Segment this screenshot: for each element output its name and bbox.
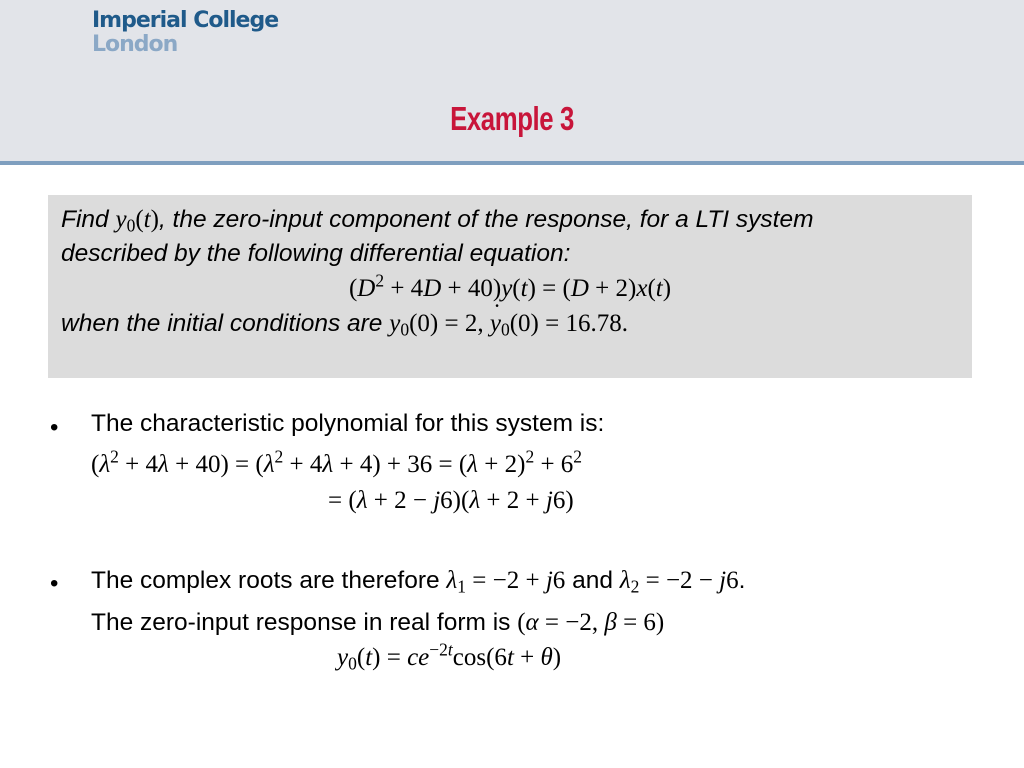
differential-equation: $(D^2 + 4D + 40)y(t) = (D + 2)x(t)$ [348, 270, 672, 302]
alpha-beta: (α = −2, β = 6) [517, 609, 665, 636]
char-poly-line-1: $(\lambda^2 + 4\lambda + 40) = (\lambda^2 + 4\lambda + 4) + 36 = (\lambda + 2)^2 + 6^2$ [91, 446, 583, 478]
logo-line-1: Imperial College [92, 8, 279, 33]
slide-title: Example 3 [450, 100, 574, 137]
zero-input-response-formula: $y_0(t) = ce^{-2t}\cos(6t + \theta)$ [337, 639, 562, 674]
problem-line-2: described by the following differential equation: [61, 240, 571, 267]
imperial-college-logo [92, 10, 278, 56]
bullet-2-line-2: The zero-input response in real form is (α = −2, β = 6) [91, 609, 665, 636]
bullet-1-marker: • [50, 414, 59, 441]
problem-line-1: Find $y_0(t)$, the zero-input component of the response, for a LTI system [61, 206, 814, 236]
initial-conditions: $y_0(0) = 2$, y $˙_0(0) = 16.78$. [389, 310, 628, 337]
problem-statement-box [48, 195, 972, 378]
problem-line-4: when the initial conditions are $y_0(0) = 2$, y $˙_0(0) = 16.78$. [61, 311, 628, 337]
char-poly-line-2: = (λ + 2 − j6)(λ + 2 + j6) [328, 487, 574, 514]
slide-header [0, 0, 1024, 161]
bullet-1-text: The characteristic polynomial for this system is: [91, 410, 605, 437]
header-divider [0, 161, 1024, 165]
bullet-2-marker: • [50, 570, 59, 597]
bullet-2-text: The complex roots are therefore $\lambda_1 = -2 + j6$ and $\lambda_2 = -2 - j6$. [91, 567, 746, 597]
math-y0t: $y_0(t)$ [115, 206, 159, 236]
root-1: $\lambda_1 = -2 + j6$ [446, 567, 566, 597]
root-2: $\lambda_2 = -2 - j6$ [619, 567, 739, 597]
logo-line-2: London [92, 32, 178, 57]
